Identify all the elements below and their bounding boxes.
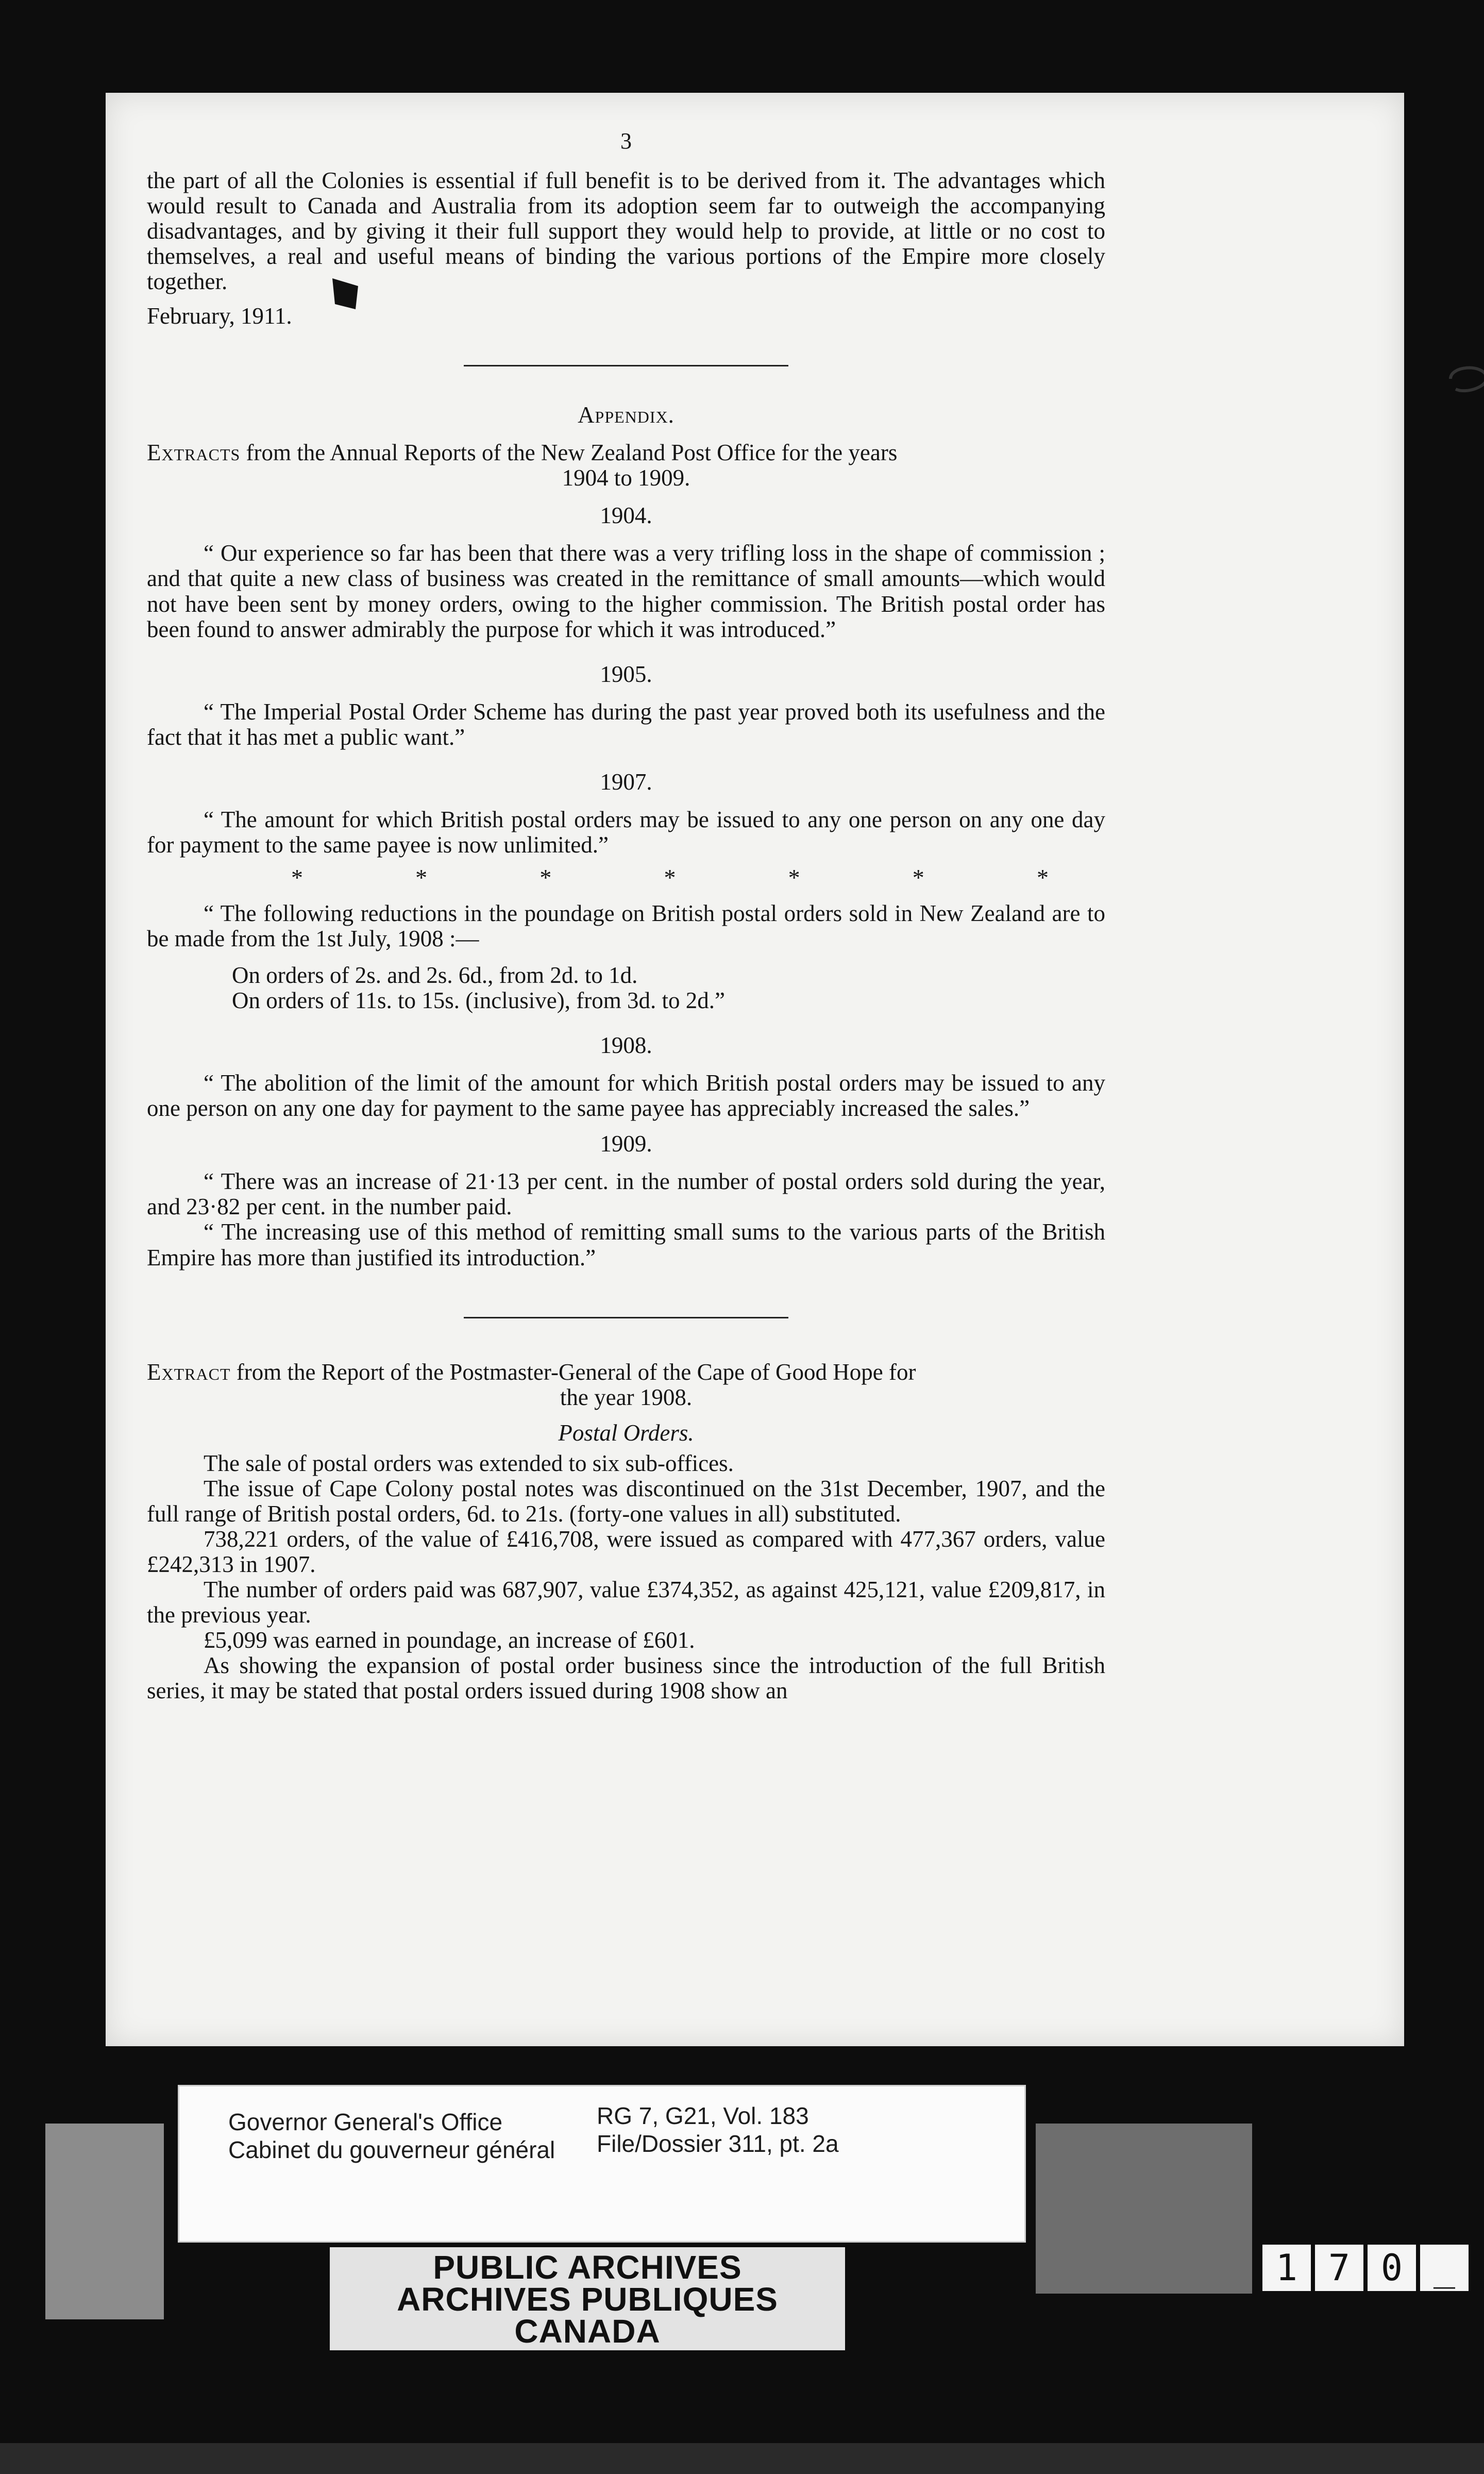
counter-digit: 7 [1315,2245,1363,2291]
cape-extract-rest: from the Report of the Postmaster-General of the Cape of Good Hope for [230,1359,916,1385]
extracts-intro [147,440,1105,465]
label-reference [597,2102,839,2158]
star: * [415,864,428,891]
year-heading-1905: 1905. [600,661,652,687]
postal-orders-subheading: Postal Orders. [558,1419,694,1446]
stamp-line-3: CANADA [514,2313,661,2350]
record-group: RG 7, G21, Vol. 183 [597,2102,809,2129]
extract-1907: “ The amount for which British postal orders may be issued to any one person on any one day for payment to the same payee is now unlimited.” [147,806,1105,858]
cape-paragraph: The number of orders paid was 687,907, value £374,352, as against 425,121, value £209,817, in the previous year. [147,1576,1105,1628]
cape-extract-intro [147,1360,1105,1385]
year-heading-1907: 1907. [600,768,652,795]
section-divider [464,1317,788,1318]
cape-extract-lead: Extract [147,1359,231,1385]
cape-paragraph: 738,221 orders, of the value of £416,708, were issued as compared with 477,367 orders, value £242,313 in 1907. [147,1526,1105,1577]
page-number: 3 [620,128,632,154]
stamp-line-1: PUBLIC ARCHIVES [433,2249,742,2286]
stamp-line-2: ARCHIVES PUBLIQUES [397,2281,778,2318]
section-divider [464,365,788,366]
film-margin-right [1036,2124,1252,2294]
cape-paragraph: The sale of postal orders was extended to six sub-offices. [204,1450,734,1476]
star: * [291,864,303,891]
counter-digit: _ [1420,2245,1469,2291]
extract-1904: “ Our experience so far has been that there was a very trifling loss in the shape of commission ; and that quite a new class of business was created in the remittance of small amounts—which would not have been sent by money orders, owing to the higher commission. The British postal order has been found to answer admirably the purpose for which it was introduced.” [147,540,1105,642]
year-heading-1908: 1908. [600,1032,652,1059]
extracts-years: 1904 to 1909. [562,465,690,491]
cape-extract-year: the year 1908. [560,1384,693,1410]
archive-reference-label [178,2085,1026,2243]
document-body [147,129,1105,1703]
star: * [664,864,676,891]
frame-counter [1262,2245,1469,2291]
office-french: Cabinet du gouverneur général [228,2136,555,2164]
cape-paragraph: The issue of Cape Colony postal notes was discontinued on the 31st December, 1907, and the full range of British postal orders, 6d. to 21s. (forty-one values in all) substituted. [147,1475,1105,1527]
film-margin-left [45,2124,164,2319]
cape-paragraph: As showing the expansion of postal order business since the introduction of the full British series, it may be stated that postal orders issued during 1908 show an [147,1652,1105,1704]
archives-stamp [330,2247,845,2350]
appendix-heading: Appendix. [578,402,674,428]
star: * [912,864,924,891]
reduction-line-2: On orders of 11s. to 15s. (inclusive), from 3d. to 2d.” [232,988,725,1014]
extracts-lead: Extracts [147,440,241,466]
ellipsis-stars [147,860,1105,891]
continuation-paragraph: the part of all the Colonies is essential if full benefit is to be derived from it. The advantages which would result to Canada and Australia from its adoption seem far to outweigh the accompanying disadvantages, and by giving it their full support they would help to provide, at little or no cost to themselves, a real and useful means of binding the various portions of the Empire more closely together. [147,167,1105,295]
film-margin-bottom [0,2443,1484,2474]
cape-paragraph: £5,099 was earned in poundage, an increase of £601. [204,1627,695,1653]
office-english: Governor General's Office [228,2109,503,2135]
year-heading-1909: 1909. [600,1131,652,1157]
star: * [539,864,552,891]
reduction-line-1: On orders of 2s. and 2s. 6d., from 2d. to 1d. [232,962,638,989]
extract-1907-reductions: “ The following reductions in the poundage on British postal orders sold in New Zealand are to be made from the 1st July, 1908 :— [147,900,1105,952]
star: * [788,864,800,891]
counter-digit: 1 [1262,2245,1311,2291]
year-heading-1904: 1904. [600,503,652,529]
extract-1909: “ There was an increase of 21·13 per cent. in the number of postal orders sold during the year, and 23·82 per cent. in the number paid. [147,1168,1105,1220]
file-number: File/Dossier 311, pt. 2a [597,2130,839,2158]
extract-1909-b: “ The increasing use of this method of remitting small sums to the various parts of the British Empire has more than justified its introduction.” [147,1219,1105,1271]
star: * [1036,864,1049,891]
extract-1905: “ The Imperial Postal Order Scheme has during the past year proved both its usefulness and the fact that it has met a public want.” [147,698,1105,750]
label-office [228,2108,555,2164]
extracts-rest: from the Annual Reports of the New Zealand Post Office for the years [240,440,898,466]
document-date: February, 1911. [147,303,292,329]
extract-1908: “ The abolition of the limit of the amount for which British postal orders may be issued to any one person on any one day for payment to the same payee has appreciably increased the sales.” [147,1070,1105,1122]
paper-clip-icon [1445,361,1484,397]
counter-digit: 0 [1368,2245,1416,2291]
